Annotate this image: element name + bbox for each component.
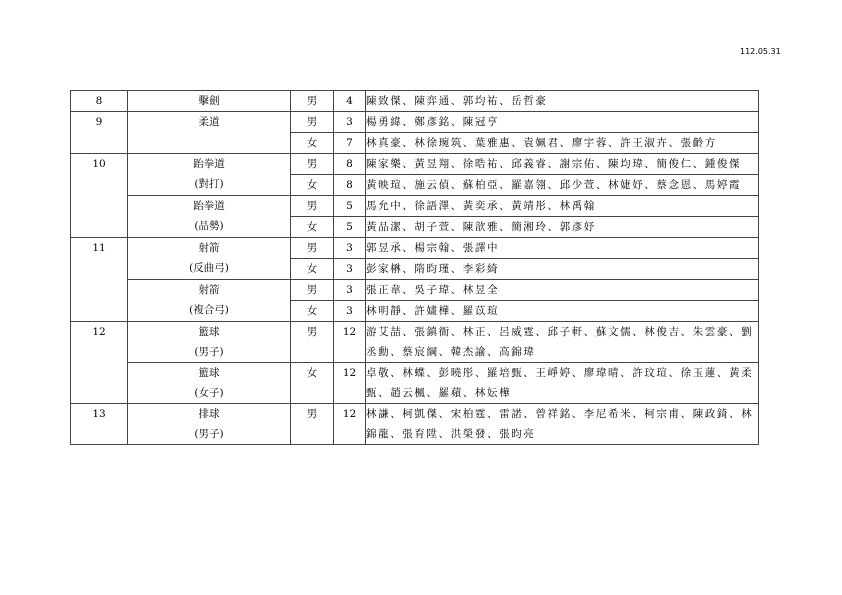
table-row (71, 112, 759, 133)
sport-name (128, 154, 291, 196)
gender-cell: 女 (291, 217, 334, 238)
count-cell: 3 (334, 280, 366, 301)
athlete-names: 黃品潔、胡子萱、陳歆雅、簡湘玲、郭彥妤 (366, 217, 759, 238)
count-cell: 7 (334, 133, 366, 154)
table-row (71, 196, 759, 217)
athlete-names: 彭家楙、隋昀瑾、李彩綺 (366, 259, 759, 280)
event-number: 8 (71, 91, 128, 112)
event-number: 12 (71, 322, 128, 404)
count-cell: 8 (334, 154, 366, 175)
sport-subtype: (複合弓) (189, 304, 229, 316)
athlete-names: 林明靜、許嫿樺、羅苡瑄 (366, 301, 759, 322)
sport-label: 射箭 (198, 284, 220, 296)
gender-cell: 女 (291, 259, 334, 280)
document-date: 112.05.31 (740, 47, 781, 56)
gender-cell: 女 (291, 133, 334, 154)
sport-name (128, 280, 291, 322)
count-cell: 3 (334, 238, 366, 259)
event-number: 13 (71, 404, 128, 445)
count-cell: 5 (334, 196, 366, 217)
athlete-names: 張正韋、吳子瑋、林昱全 (366, 280, 759, 301)
table-row (71, 280, 759, 301)
table-row (71, 363, 759, 404)
athlete-names: 游艾喆、張鎮衙、林正、呂威霆、邱子軒、蘇文儒、林俊吉、朱雲豪、劉丞勳、蔡宸綱、韓杰諭、高錦瑋 (366, 322, 759, 363)
sport-name (128, 238, 291, 280)
gender-cell: 男 (291, 404, 334, 445)
table-row (71, 238, 759, 259)
sport-subtype: (品勢) (194, 220, 224, 232)
athlete-names: 陳家樂、黃昱翔、徐晧祐、邱義睿、謝宗佑、陳均瑋、簡俊仁、鍾俊傑 (366, 154, 759, 175)
sport-subtype: (對打) (194, 178, 224, 190)
count-cell: 8 (334, 175, 366, 196)
gender-cell: 男 (291, 91, 334, 112)
sport-subtype: (男子) (194, 428, 224, 440)
table-row (71, 154, 759, 175)
sport-label: 跆拳道 (193, 158, 225, 170)
gender-cell: 男 (291, 280, 334, 301)
event-number: 10 (71, 154, 128, 238)
count-cell: 4 (334, 91, 366, 112)
count-cell: 3 (334, 259, 366, 280)
count-cell: 3 (334, 301, 366, 322)
athlete-names: 林真豪、林徐琬筑、葉雅惠、袁姵君、廖宇蓉、許王淑卉、張齡方 (366, 133, 759, 154)
sport-label: 籃球 (198, 367, 220, 379)
count-cell: 12 (334, 363, 366, 404)
athlete-names: 林謙、柯凱傑、宋柏霆、雷諾、曾祥銘、李尼希米、柯宗甫、陳政錡、林錦龍、張育陞、洪榮發、張昀亮 (366, 404, 759, 445)
count-cell: 5 (334, 217, 366, 238)
gender-cell: 女 (291, 301, 334, 322)
table-row (71, 91, 759, 112)
sport-name (128, 112, 291, 154)
gender-cell: 女 (291, 363, 334, 404)
athlete-names: 陳致傑、陳弈通、郭均祐、岳哲豪 (366, 91, 759, 112)
gender-cell: 男 (291, 196, 334, 217)
athlete-roster-table (70, 90, 759, 445)
count-cell: 12 (334, 404, 366, 445)
gender-cell: 男 (291, 112, 334, 133)
count-cell: 3 (334, 112, 366, 133)
sport-name (128, 404, 291, 445)
athlete-names: 馬允中、徐語澤、黃奕承、黃靖彤、林禹翰 (366, 196, 759, 217)
gender-cell: 女 (291, 175, 334, 196)
gender-cell: 男 (291, 238, 334, 259)
event-number: 9 (71, 112, 128, 154)
gender-cell: 男 (291, 154, 334, 175)
sport-name (128, 322, 291, 363)
table-row (71, 322, 759, 363)
sport-name (128, 196, 291, 238)
sport-label: 射箭 (198, 242, 220, 254)
sport-subtype: (反曲弓) (189, 262, 229, 274)
athlete-names: 楊勇緯、鄭彥銘、陳冠亨 (366, 112, 759, 133)
sport-name (128, 363, 291, 404)
athlete-names: 卓敬、林蝶、彭曉彤、羅培甄、王崢婷、廖瑋晴、許玟瑄、徐玉蓮、黃柔甄、趙云楓、羅蘋、林妘樺 (366, 363, 759, 404)
gender-cell: 男 (291, 322, 334, 363)
sport-name (128, 91, 291, 112)
sport-label: 擊劍 (198, 95, 220, 107)
count-cell: 12 (334, 322, 366, 363)
event-number: 11 (71, 238, 128, 322)
table-row (71, 404, 759, 445)
sport-label: 柔道 (198, 116, 220, 128)
sport-label: 排球 (198, 408, 220, 420)
sport-subtype: (男子) (194, 346, 224, 358)
sport-label: 跆拳道 (193, 200, 225, 212)
sport-label: 籃球 (198, 326, 220, 338)
sport-subtype: (女子) (194, 387, 224, 399)
athlete-names: 黃映瑄、施云偵、蘇柏亞、羅嘉翎、邱少萱、林婕妤、蔡念恩、馬婷霞 (366, 175, 759, 196)
athlete-names: 郭昱承、楊宗翰、張譯中 (366, 238, 759, 259)
